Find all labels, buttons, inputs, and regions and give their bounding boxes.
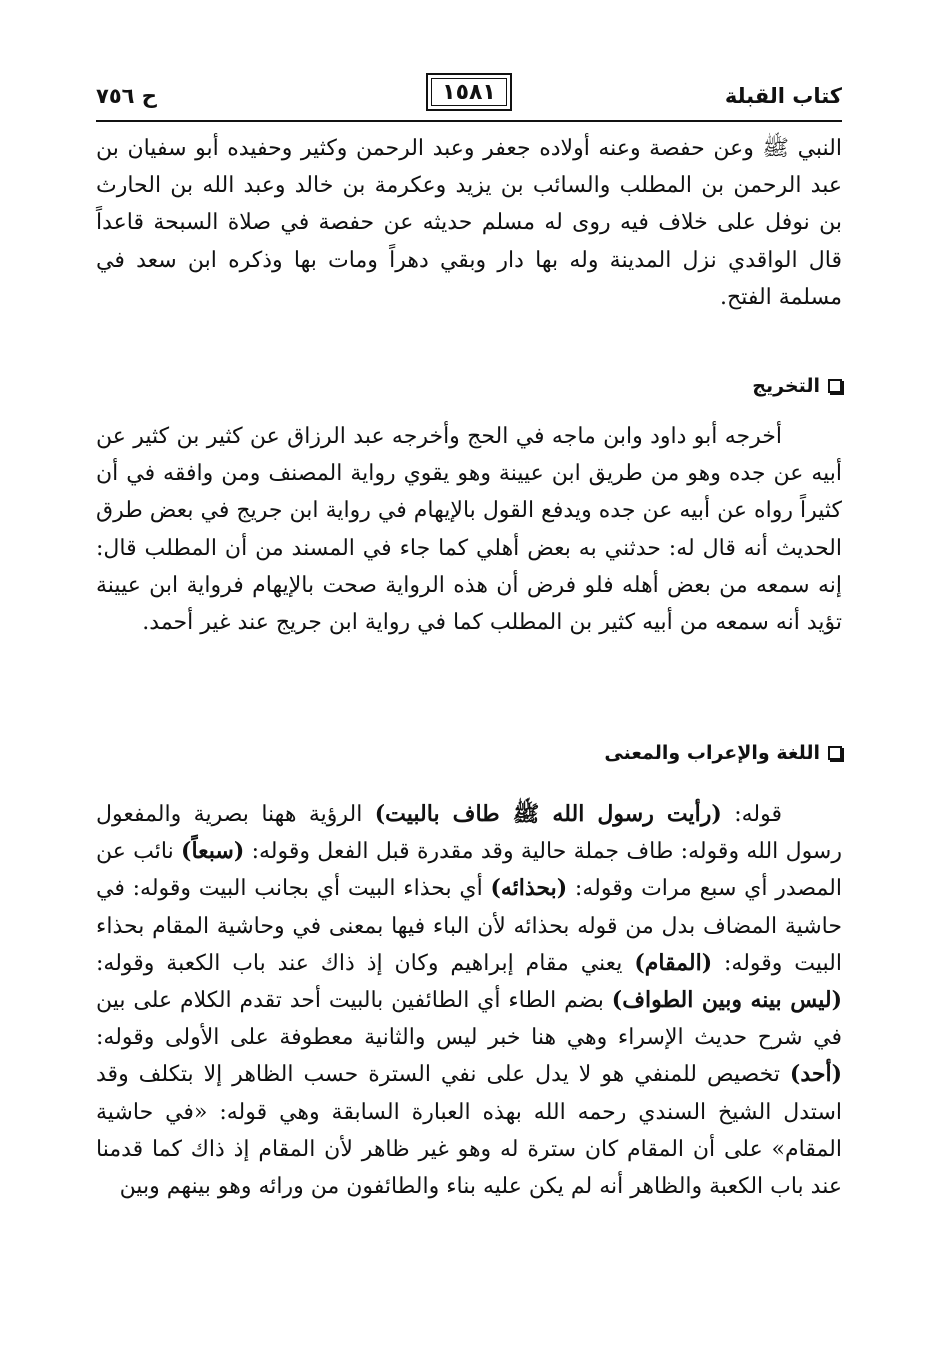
quoted-phrase: (بحذائه): [490, 875, 568, 902]
lugha-segment: يعني مقام إبراهيم وكان إذ ذاك عند باب الكعبة وقوله:: [96, 950, 635, 976]
intro-text: النبي ﷺ وعن حفصة وعنه أولاده جعفر وعبد الرحمن وكثير وحفيده أبو سفيان بن عبد الرحمن بن المطلب والسائب بن يزيد وعكرمة بن خالد وعبد الله بن الحارث بن نوفل على خلاف فيه روى له مسلم حديثه عن حفصة في صلاة السبحة قاعداً قال الواقدي نزل المدينة وله بها دار وبقي دهراً ومات بها وذكره ابن سعد في مسلمة الفتح.: [96, 136, 842, 310]
takhrij-paragraph: [96, 418, 842, 641]
lugha-segment: بضم الطاء أي الطائفين بالبيت أحد تقدم الكلام على بين في شرح حديث الإسراء وهي هنا خبر ليس والثانية معطوفة على الأولى وقوله:: [96, 988, 842, 1051]
quoted-phrase: (أحد): [789, 1061, 842, 1088]
takhrij-text: أخرجه أبو داود وابن ماجه في الحج وأخرجه عبد الرزاق عن كثير بن كثير عن أبيه عن جده وهو من طريق ابن عيينة وهو يقوي رواية المصنف ومن وافقه في أن كثيراً رواه عن أبيه عن جده ويدفع القول بالإيهام في رواية ابن جريج في بعض طرق الحديث أنه قال له: حدثني به بعض أهلي كما جاء في المسند من أن المطلب قال: إنه سمعه من بعض أهله فلو فرض أن هذه الرواية صحت بالإيهام فرواية ابن عيينة تؤيد أنه سمعه من أبيه كثير بن المطلب كما في رواية ابن جريج عند غير أحمد.: [96, 424, 842, 636]
page-number: ١٥٨١: [442, 79, 496, 105]
section-heading-takhrij-label: التخريج: [752, 375, 820, 397]
lugha-segment: الرؤية ههنا بصرية والمفعول رسول الله وقوله: طاف جملة حالية وقد مقدرة قبل الفعل وقوله:: [96, 802, 842, 865]
hadith-reference: ح ٧٥٦: [96, 84, 157, 108]
page-number-frame: [426, 73, 512, 111]
section-heading-takhrij: [752, 375, 842, 397]
square-bullet-icon: [828, 746, 842, 760]
page-header: [96, 70, 842, 122]
section-heading-lugha-label: اللغة والإعراب والمعنى: [604, 742, 820, 764]
quoted-phrase: (ليس بينه وبين الطواف): [611, 987, 842, 1014]
lugha-segment: أي بحذاء البيت أي بجانب البيت وقوله: في حاشية المضاف بدل من قوله بحذائه لأن الباء فيها بمعنى في وحاشية المقام بحذاء البيت وقوله:: [96, 876, 842, 976]
lugha-paragraph: [96, 796, 842, 1205]
quoted-phrase: (رأيت رسول الله ﷺ طاف بالبيت): [374, 801, 722, 827]
book-title: كتاب القبلة: [724, 84, 842, 108]
header-rule: [96, 120, 842, 122]
section-heading-lugha: [604, 742, 842, 764]
intro-paragraph: [96, 130, 842, 316]
lugha-segment: نائب عن المصدر أي سبع مرات وقوله:: [96, 839, 842, 902]
quoted-phrase: (المقام): [634, 949, 713, 976]
lugha-segment: تخصيص للمنفي هو لا يدل على نفي السترة حسب الظاهر إلا بتكلف وقد استدل الشيخ السندي رحمه الله بهذه العبارة السابقة وهي قوله: «في حاشية المقام» على أن المقام كان سترة له وهو غير ظاهر لأن المقام إذ ذاك كما قدمنا عند باب الكعبة والظاهر أنه لم يكن عليه بناء والطائفون من ورائه وهو بينهم وبين: [96, 1062, 842, 1200]
quoted-phrase: (سبعاً): [181, 838, 245, 865]
lugha-segment: قوله:: [721, 802, 782, 827]
lugha-text: [96, 796, 842, 1205]
square-bullet-icon: [828, 379, 842, 393]
